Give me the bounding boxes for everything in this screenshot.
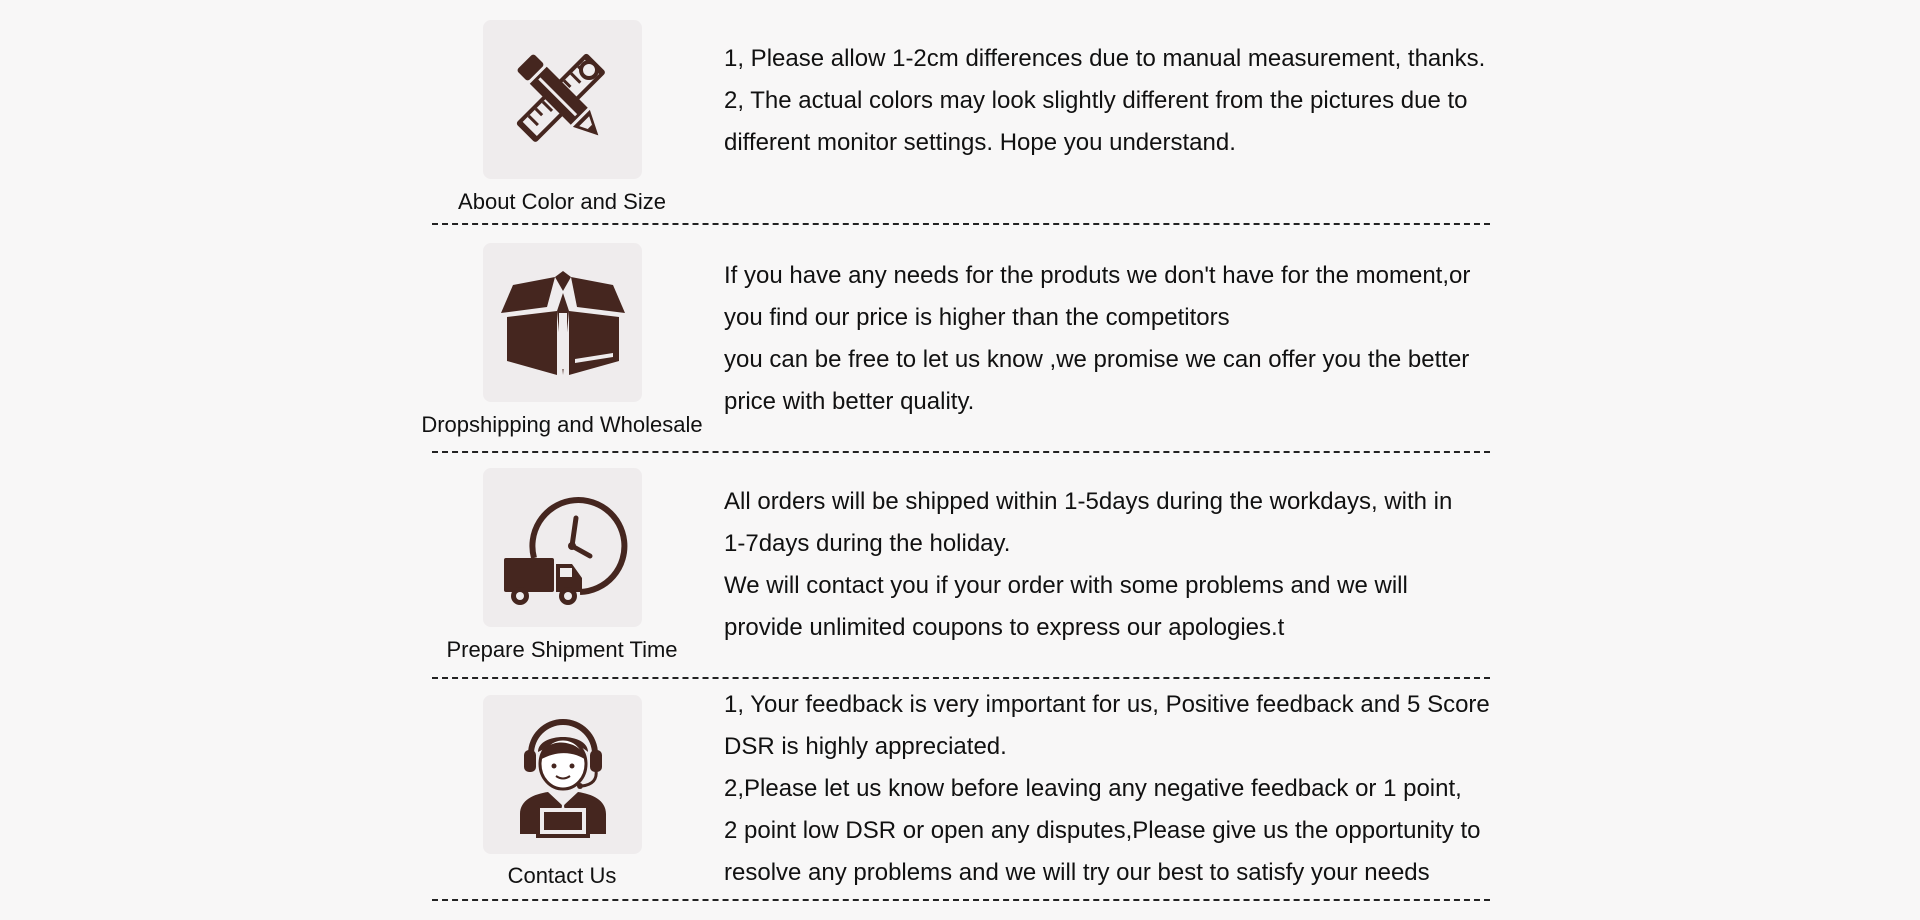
text-line: DSR is highly appreciated.: [724, 733, 1007, 760]
text-line: We will contact you if your order with some problems and we will: [724, 572, 1408, 599]
customer-service-agent-icon: [508, 710, 618, 840]
text-line: If you have any needs for the produts we don't have for the moment,or: [724, 262, 1471, 289]
text-line: price with better quality.: [724, 388, 975, 415]
text-line: you find our price is higher than the competitors: [724, 304, 1230, 331]
section-caption: Prepare Shipment Time: [446, 637, 678, 662]
section-text: [724, 481, 1524, 649]
section-text: [724, 684, 1524, 894]
section-caption: Contact Us: [507, 863, 617, 888]
text-line: 2 point low DSR or open any disputes,Please give us the opportunity to: [724, 817, 1481, 844]
icon-tile: [483, 20, 642, 179]
dashed-divider: [432, 899, 1490, 901]
text-line: different monitor settings. Hope you understand.: [724, 129, 1236, 156]
icon-tile: [483, 468, 642, 627]
ruler-pencil-icon: [503, 40, 623, 160]
text-line: 1, Your feedback is very important for us, Positive feedback and 5 Score: [724, 691, 1490, 718]
icon-tile: [483, 695, 642, 854]
section-caption: About Color and Size: [458, 189, 666, 214]
section-text: [724, 255, 1524, 423]
delivery-truck-clock-icon: [498, 488, 628, 608]
open-box-icon: [493, 263, 633, 383]
text-line: provide unlimited coupons to express our apologies.t: [724, 614, 1285, 641]
text-line: you can be free to let us know ,we promise we can offer you the better: [724, 346, 1470, 373]
text-line: 1, Please allow 1-2cm differences due to manual measurement, thanks.: [724, 45, 1486, 72]
section-text: [724, 38, 1524, 164]
icon-tile: [483, 243, 642, 402]
text-line: All orders will be shipped within 1-5days during the workdays, with in: [724, 488, 1453, 515]
text-line: 2,Please let us know before leaving any negative feedback or 1 point,: [724, 775, 1462, 802]
section-caption: Dropshipping and Wholesale: [421, 412, 703, 437]
text-line: 2, The actual colors may look slightly different from the pictures due to: [724, 87, 1468, 114]
dashed-divider: [432, 223, 1490, 225]
dashed-divider: [432, 677, 1490, 679]
text-line: 1-7days during the holiday.: [724, 530, 1011, 557]
dashed-divider: [432, 451, 1490, 453]
text-line: resolve any problems and we will try our best to satisfy your needs: [724, 859, 1430, 886]
